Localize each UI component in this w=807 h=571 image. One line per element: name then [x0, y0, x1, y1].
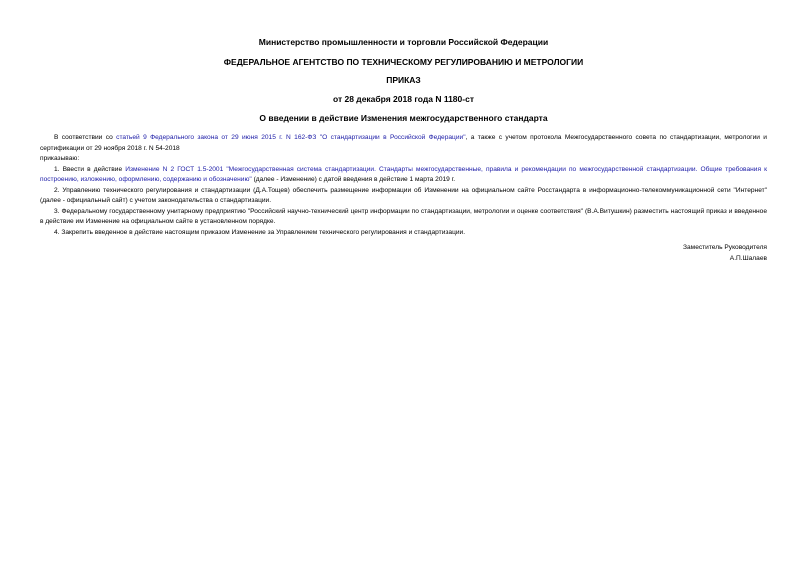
law-link[interactable]: статьей 9 Федерального закона от 29 июня 2015 г. N 162-ФЗ "О стандартизации в Российской Федерации"	[116, 134, 466, 141]
item-1: 1. Ввести в действие Изменение N 2 ГОСТ 1.5-2001 "Межгосударственная система стандартизации. Стандарты межгосударственные, правила и рекомендации по межгосударственной стандартизации. Общие требования к построению, изложению, оформлению, содержанию и обозначению" (далее - Изменение) с датой введения в действие 1 марта 2019 г.	[40, 165, 767, 183]
preamble-paragraph: В соответствии со статьей 9 Федерального закона от 29 июня 2015 г. N 162-ФЗ "О стандартизации в Российской Федерации", а также с учетом протокола Межгосударственного совета по стандартизации, метрологии и сертификации от 29 ноября 2018 г. N 54-2018	[40, 134, 767, 152]
date-number-heading: от 28 декабря 2018 года N 1180-ст	[332, 94, 474, 104]
item-3: 3. Федеральному государственному унитарному предприятию "Российский научно-технический центр информации по стандартизации, метрологии и оценке соответствия" (В.А.Витушкин) разместить настоящий приказ и введенное в действие им Изменение на официальном сайте в установленном порядке.	[40, 207, 767, 225]
item-2: 2. Управлению технического регулирования и стандартизации (Д.А.Тощев) обеспечить размещение информации об Изменении на официальном сайте Росстандарта в информационно-телекоммуникационной сети "Интернет" (далее - официальный сайт) с учетом законодательства о стандартизации.	[40, 186, 767, 204]
item-4: 4. Закрепить введенное в действие настоящим приказом Изменение за Управлением технического регулирования и стандартизации.	[54, 228, 466, 236]
subject-heading: О введении в действие Изменения межгосударственного стандарта	[259, 113, 548, 123]
doc-type-heading: ПРИКАЗ	[386, 75, 421, 85]
signature-position: Заместитель Руководителя	[683, 244, 767, 251]
agency-heading: ФЕДЕРАЛЬНОЕ АГЕНТСТВО ПО ТЕХНИЧЕСКОМУ РЕГУЛИРОВАНИЮ И МЕТРОЛОГИИ	[223, 57, 584, 67]
order-word: приказываю:	[40, 155, 80, 162]
ministry-heading: Министерство промышленности и торговли Российской Федерации	[258, 37, 549, 47]
gost-change-link[interactable]: Изменение N 2 ГОСТ 1.5-2001 "Межгосударственная система стандартизации. Стандарты межгосударственные, правила и рекомендации по межгосударственной стандартизации. Общие требования к построению, изложению, оформлению, содержанию и обозначению"	[40, 165, 767, 183]
signature-name: А.П.Шалаев	[729, 254, 767, 262]
document-body	[40, 133, 767, 264]
